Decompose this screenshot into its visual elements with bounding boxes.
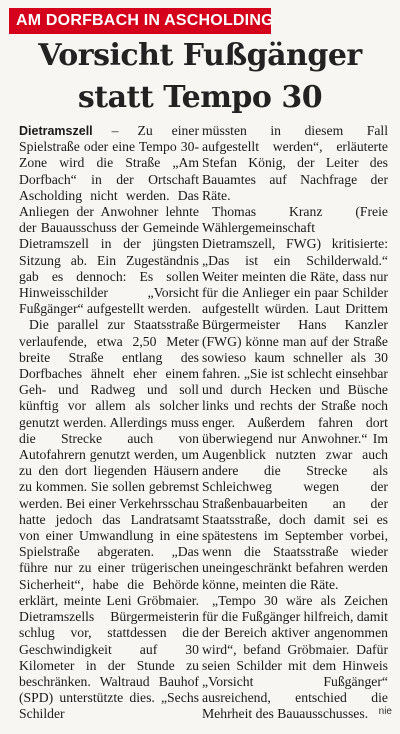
article-paragraph xyxy=(19,123,199,317)
author-initials: nie xyxy=(378,706,392,717)
article-column-right xyxy=(202,123,388,723)
article-paragraph: „Tempo 30 wäre als Zeichen für die Fußgänger hilfreich, damit der Bereich aktiver angenommen wird“, befand Gröbmaier. Dafür seien Schilder mit dem Hinweis „Vorsicht Fußgänger“ ausreichend, entschied die Mehrheit des Bauausschusses. xyxy=(202,592,388,722)
article-paragraph: müssten in diesem Fall aufgestellt werden“, erläuterte Stefan König, der Leiter des Bauamtes auf Nachfrage der Räte. xyxy=(202,123,388,203)
article-column-left xyxy=(19,123,199,723)
article-paragraph: Thomas Kranz (Freie Wählergemeinschaft Dietramszell, FWG) kritisierte: „Das ist ein Schilderwald.“ Weiter meinten die Räte, dass nur für die Anlieger ein paar Schilder aufgestellt würden. Laut Drittem Bürgermeister Hans Kanzler (FWG) könne man auf der Straße sowieso kaum schneller als 30 fahren. „Sie ist schlecht einsehbar und durch Hecken und Büsche links und rechts der Straße noch enger. Außerdem fahren dort überwiegend nur Anwohner.“ Im Augenblick nutzten zwar auch andere die Strecke als Schleichweg wegen der Straßenbauarbeiten an der Staatsstraße, doch damit sei es spätestens im September vorbei, wenn die Staatsstraße wieder uneingeschränkt befahren werden könne, meinten die Räte. xyxy=(202,204,388,592)
headline-line-1: Vorsicht Fußgänger xyxy=(38,38,362,73)
headline-line-2: statt Tempo 30 xyxy=(77,80,323,115)
kicker-banner: AM DORFBACH IN ASCHOLDING xyxy=(9,8,271,34)
paragraph-text: – Zu einer Spielstraße oder eine Tempo 30-Zone wird die Straße „Am Dorfbach“ in der Ortschaft Ascholding nicht werden. Das Anliegen der Anwohner lehnte der Bauausschuss der Gemeinde Dietramszell in der jüngsten Sitzung ab. Ein Zugeständnis gab es dennoch: Es sollen Hinweisschilder „Vorsicht Fußgänger“ aufgestellt werden. xyxy=(19,123,200,317)
article-paragraph: Die parallel zur Staatsstraße verlaufende, etwa 2,50 Meter breite Straße entlang des Dorfbaches ähnelt eher einem Geh- und Radweg und soll künftig vor allem als solcher genutzt werden. Allerdings muss die Strecke auch von Autofahrern genutzt werden, um zu den dort liegenden Häusern zu kommen. Sie sollen gebremst werden. Bei einer Verkehrsschau hatte jedoch das Landratsamt von einer Umwandlung in eine Spielstraße abgeraten. „Das führe nur zu einer trügerischen Sicherheit“, habe die Behörde erklärt, meinte Leni Gröbmaier. Dietramszells Bürgermeisterin schlug vor, stattdessen die Geschwindigkeit auf 30 Kilometer in der Stunde zu beschränken. Waltraud Bauhof (SPD) unterstützte dies. „Sechs Schilder xyxy=(19,317,199,722)
dateline: Dietramszell xyxy=(19,124,93,138)
